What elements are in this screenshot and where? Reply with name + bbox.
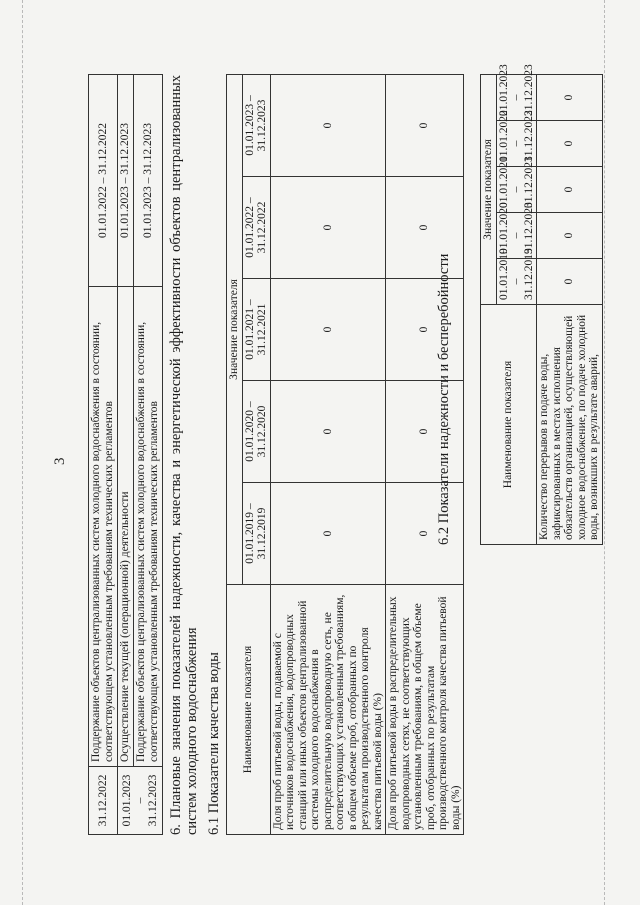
column-header-period: 01.01.2022 – 31.12.2022: [496, 121, 537, 167]
water-quality-table: [226, 74, 464, 835]
column-header-value: Значение показателя: [481, 74, 497, 304]
indicator-value: 0: [386, 74, 464, 176]
indicator-value: 0: [537, 213, 603, 259]
column-header-period: 01.01.2019 – 31.12.2019: [242, 483, 270, 585]
indicator-value: 0: [386, 279, 464, 381]
section-6-1-heading: 6.1 Показатели качества воды: [206, 652, 222, 835]
page-number: 3: [52, 457, 68, 465]
section-6-heading: 6. Плановые значения показателей надежности, качества и энергетической эффективности объектов централизованных систем холодного водоснабжения: [168, 75, 200, 835]
table-row: [89, 75, 118, 835]
indicator-value: 0: [270, 279, 386, 381]
column-header-period: 01.01.2022 – 31.12.2022: [242, 177, 270, 279]
schedule-activity: Осуществление текущей (операционной) деятельности: [118, 287, 134, 767]
indicator-value: 0: [537, 121, 603, 167]
indicator-name: Доля проб питьевой воды в распределительных водопроводных сетях, не соответствующих установленным требованиям, в общем объеме проб, отобранных по результатам производственного контроля качества питьевой воды (%): [386, 585, 464, 835]
indicator-value: 0: [386, 177, 464, 279]
indicator-value: 0: [270, 74, 386, 176]
indicator-value: 0: [537, 167, 603, 213]
table-row: [537, 74, 603, 544]
column-header-period: 01.01.2021 – 31.12.2021: [496, 167, 537, 213]
table-row: [134, 75, 163, 835]
schedule-dates: 01.01.2023 – 31.12.2023: [118, 75, 134, 287]
indicator-value: 0: [270, 483, 386, 585]
reliability-table: [480, 64, 603, 545]
column-header-period: 01.01.2020 – 31.12.2020: [496, 213, 537, 259]
indicator-value: 0: [386, 483, 464, 585]
indicator-name: Количество перерывов в подаче воды, зафиксированных в местах исполнения обязательств организацией, осуществляющей холодное водоснабжение, по подаче холодной воды, возникших в результате аварий,: [537, 305, 603, 545]
column-header-name: Наименование показателя: [227, 585, 271, 835]
column-header-period: 01.01.2023 – 31.12.2023: [496, 74, 537, 120]
column-header-period: 01.01.2020 – 31.12.2020: [242, 381, 270, 483]
indicator-value: 0: [537, 259, 603, 305]
schedule-table: [88, 74, 163, 835]
schedule-period: 01.01.2023 – 31.12.2023: [118, 767, 163, 835]
schedule-dates: 01.01.2023 – 31.12.2023: [134, 75, 163, 287]
table-row: [118, 75, 134, 835]
indicator-name: Доля проб питьевой воды, подаваемой с источников водоснабжения, водопроводных станций или иных объектов централизованной системы холодного водоснабжения в распределительную водопроводную сеть, не соответствующих установленным требованиям, в общем объеме проб, отобранных по результатам производственного контроля качества питьевой воды (%): [270, 585, 386, 835]
schedule-dates: 01.01.2022 – 31.12.2022: [89, 75, 118, 287]
indicator-value: 0: [270, 381, 386, 483]
column-header-value: Значение показателя: [227, 74, 243, 584]
column-header-period: 01.01.2023 – 31.12.2023: [242, 74, 270, 176]
indicator-value: 0: [270, 177, 386, 279]
indicator-value: 0: [537, 74, 603, 120]
indicator-value: 0: [386, 381, 464, 483]
schedule-activity: Поддержание объектов централизованных систем холодного водоснабжения в состоянии, соответствующем установленным требованиям технических регламентов: [89, 287, 118, 767]
schedule-activity: Поддержание объектов централизованных систем холодного водоснабжения в состоянии, соответствующем установленным требованиям технических регламентов: [134, 287, 163, 767]
table-row: [270, 74, 386, 834]
column-header-name: Наименование показателя: [481, 305, 537, 545]
schedule-period: 31.12.2022: [89, 767, 118, 835]
column-header-period: 01.01.2019 – 31.12.2019: [496, 259, 537, 305]
section-6-2-heading: 6.2 Показатели надежности и бесперебойности: [436, 253, 452, 545]
column-header-period: 01.01.2021 – 31.12.2021: [242, 279, 270, 381]
